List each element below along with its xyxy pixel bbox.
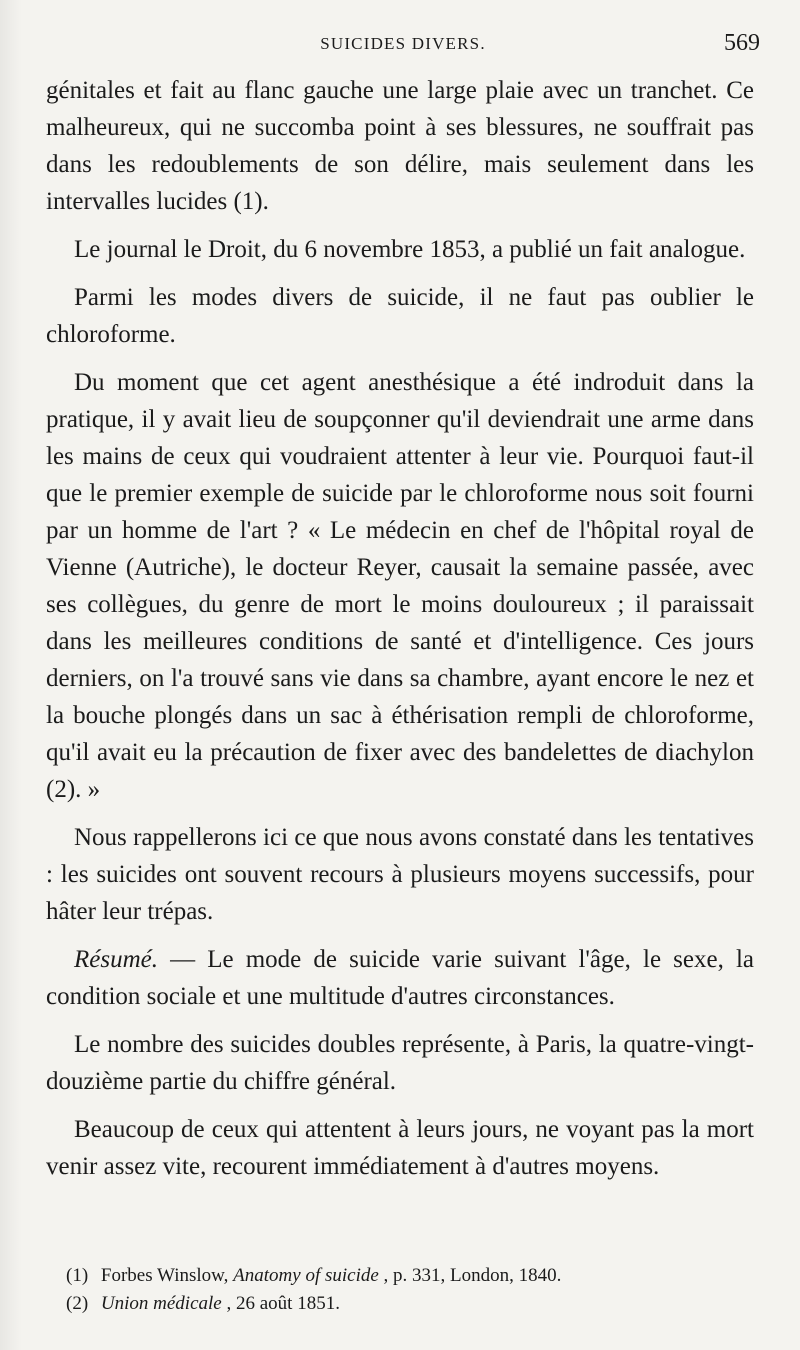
paragraph-4: Du moment que cet agent anesthésique a été indroduit dans la pratique, il y avait lieu de soupçonner qu'il deviendrait une arme dans les mains de ceux qui voudraient attenter à leur vie. Pourquoi faut-il que le premier exemple de suicide par le chloroforme nous soit fourni par un homme de l'art ? « Le médecin en chef de l'hôpital royal de Vienne (Autriche), le docteur Reyer, causait la semaine passée, avec ses collègues, du genre de mort le moins douloureux ; il paraissait dans les meilleures conditions de santé et d'intelligence. Ces jours derniers, on l'a trouvé sans vie dans sa chambre, ayant encore le nez et la bouche plongés dans un sac à éthérisation rempli de chloroforme, qu'il avait eu la précaution de fixer avec des bandelettes de diachylon (2). » [46, 369, 754, 803]
resume-label: Résumé. [74, 946, 158, 973]
paragraph-2: Le journal le Droit, du 6 novembre 1853, a publié un fait analogue. [74, 236, 746, 263]
footnote-1-prefix: Forbes Winslow, [100, 1265, 234, 1286]
paragraph-7: Le nombre des suicides doubles représente, à Paris, la quatre-vingt-douzième partie du chiffre général. [46, 1031, 754, 1095]
paragraph-3: Parmi les modes divers de suicide, il ne faut pas oublier le chloroforme. [46, 284, 754, 348]
paragraph-8: Beaucoup de ceux qui attentent à leurs jours, ne voyant pas la mort venir assez vite, recourent immédiatement à d'autres moyens. [46, 1116, 754, 1180]
footnote-2-suffix: , 26 août 1851. [226, 1293, 340, 1314]
footnote-2-number: (2) [66, 1293, 89, 1314]
paragraph-1: génitales et fait au flanc gauche une large plaie avec un tranchet. Ce malheureux, qui ne succomba point à ses blessures, ne souffrait pas dans les redoublements de son délire, mais seulement dans les intervalles lucides (1). [46, 77, 754, 215]
footnote-2 [66, 1290, 746, 1318]
page-header [46, 30, 760, 64]
resume-text: — Le mode de suicide varie suivant l'âge, le sexe, la condition sociale et une multitude d'autres circonstances. [46, 946, 754, 1010]
paragraph-5: Nous rappellerons ici ce que nous avons constaté dans les tentatives : les suicides ont souvent recours à plusieurs moyens successifs, pour hâter leur trépas. [46, 824, 754, 925]
footnote-2-title: Union médicale [100, 1293, 222, 1314]
footnotes [66, 1262, 746, 1318]
page-number: 569 [724, 30, 760, 56]
body-text [46, 72, 754, 1196]
footnote-1-suffix: , p. 331, London, 1840. [383, 1265, 562, 1286]
footnote-1-number: (1) [66, 1265, 89, 1286]
footnote-1 [66, 1262, 746, 1290]
footnote-1-title: Anatomy of suicide [233, 1265, 379, 1286]
paragraph-6 [46, 941, 754, 1015]
running-head: SUICIDES DIVERS. [320, 34, 486, 53]
